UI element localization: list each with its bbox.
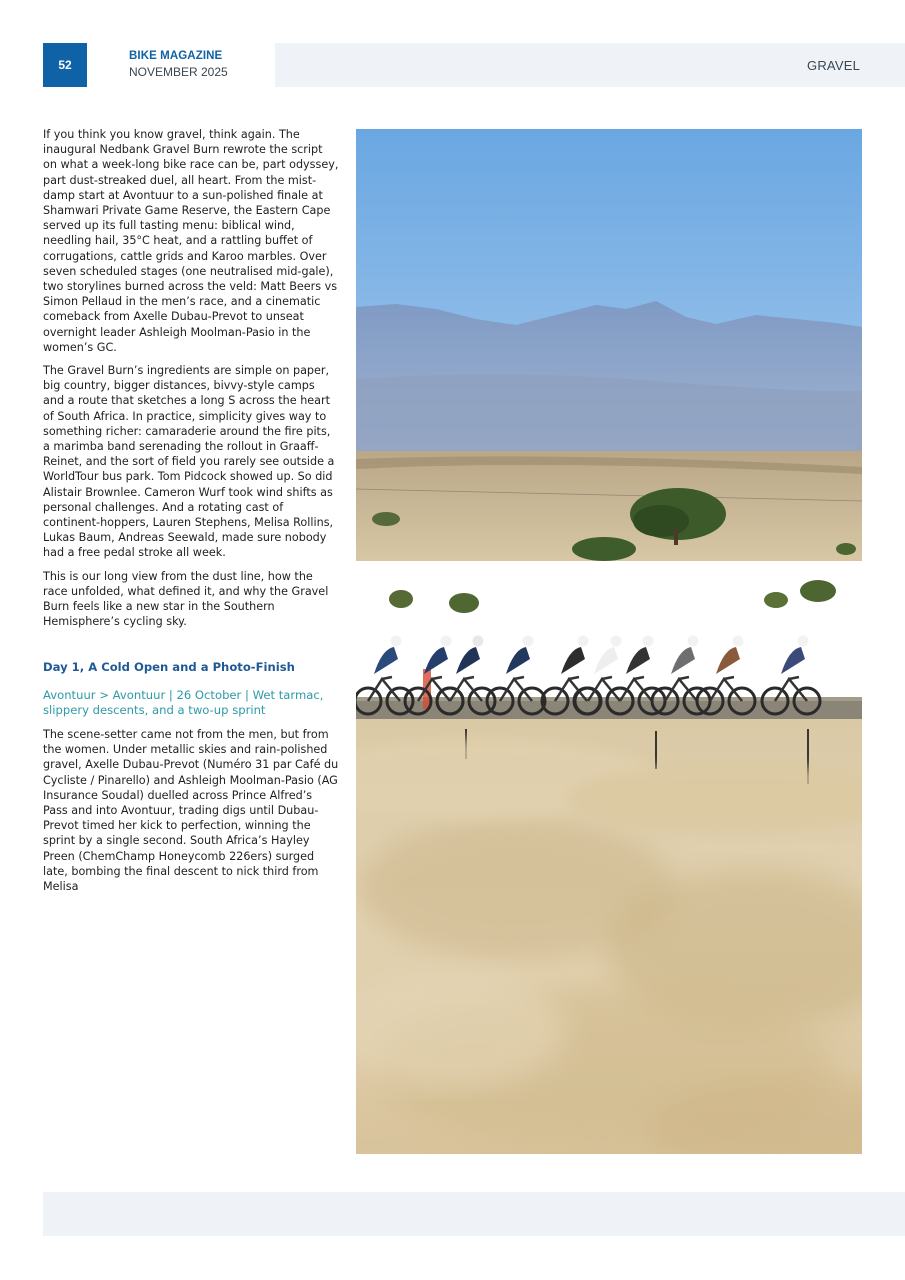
magazine-issue-date: NOVEMBER 2025 — [129, 65, 228, 79]
day-1-subheading: Avontuur > Avontuur | 26 October | Wet tarmac, slippery descents, and a two-up sprint — [43, 687, 324, 718]
article-text-column — [43, 127, 339, 1157]
article-paragraph-intro: If you think you know gravel, think again. The inaugural Nedbank Gravel Burn rewrote the script on what a week-long bike race can be, part odyssey, part dust-streaked duel, all heart. From the mist-damp start at Avontuur to a sun-polished finale at Shamwari Private Game Reserve, the Eastern Cape served up its full tasting menu: biblical wind, needling hail, 35°C heat, and a rattling buffet of corrugations, cattle grids and Karoo marbles. Over seven scheduled stages (one neutralised mid-gale), two storylines burned across the veld: Matt Beers vs Simon Pellaud in the men’s race, and a cinematic comeback from Axelle Dubau-Prevot to unseat overnight leader Ashleigh Moolman-Pasio in the women’s GC. — [43, 128, 339, 354]
footer-band — [43, 1192, 905, 1236]
article-paragraph-ingredients: The Gravel Burn’s ingredients are simple on paper, big country, bigger distances, bivvy-style camps and a route that sketches a long S across the heart of South Africa. In practice, simplicity gives way to something richer: camaraderie around the fire pits, a marimba band serenading the rollout in Graaff-Reinet, and the sort of field you rarely see outside a WorldTour bus park. Tom Pidcock showed up. So did Alistair Brownlee. Cameron Wurf took wind shifts as personal challenges. And a rotating cast of continent-hoppers, Lauren Stephens, Melisa Rollins, Lukas Baum, Andreas Seewald, made sure nobody had a free pedal stroke all week. — [43, 364, 335, 560]
article-paragraph-long-view: This is our long view from the dust line, how the race unfolded, what defined it, and why the Gravel Burn feels like a new star in the Southern Hemisphere’s cycling sky. — [43, 569, 329, 629]
day-1-paragraph: The scene-setter came not from the men, but from the women. Under metallic skies and rain-polished gravel, Axelle Dubau-Prevot (Numéro 31 par Café du Cycliste / Pinarello) and Ashleigh Moolman-Pasio (AG Insurance Soudal) duelled across Prince Alfred’s Pass and into Avontuur, trading digs until Dubau-Prevot timed her kick to perfection, winning the sprint by a single second. South Africa’s Hayley Preen (ChemChamp Honeycomb 226ers) surged late, bombing the final descent to nick third from Melisa — [43, 727, 339, 893]
race-photo — [356, 129, 862, 1154]
day-1-heading: Day 1, A Cold Open and a Photo-Finish — [43, 659, 295, 674]
peloton-karoo-illustration — [356, 129, 862, 1154]
magazine-title: BIKE MAGAZINE — [129, 50, 223, 62]
section-label: GRAVEL — [807, 58, 860, 73]
page-number-badge: 52 — [43, 43, 87, 87]
